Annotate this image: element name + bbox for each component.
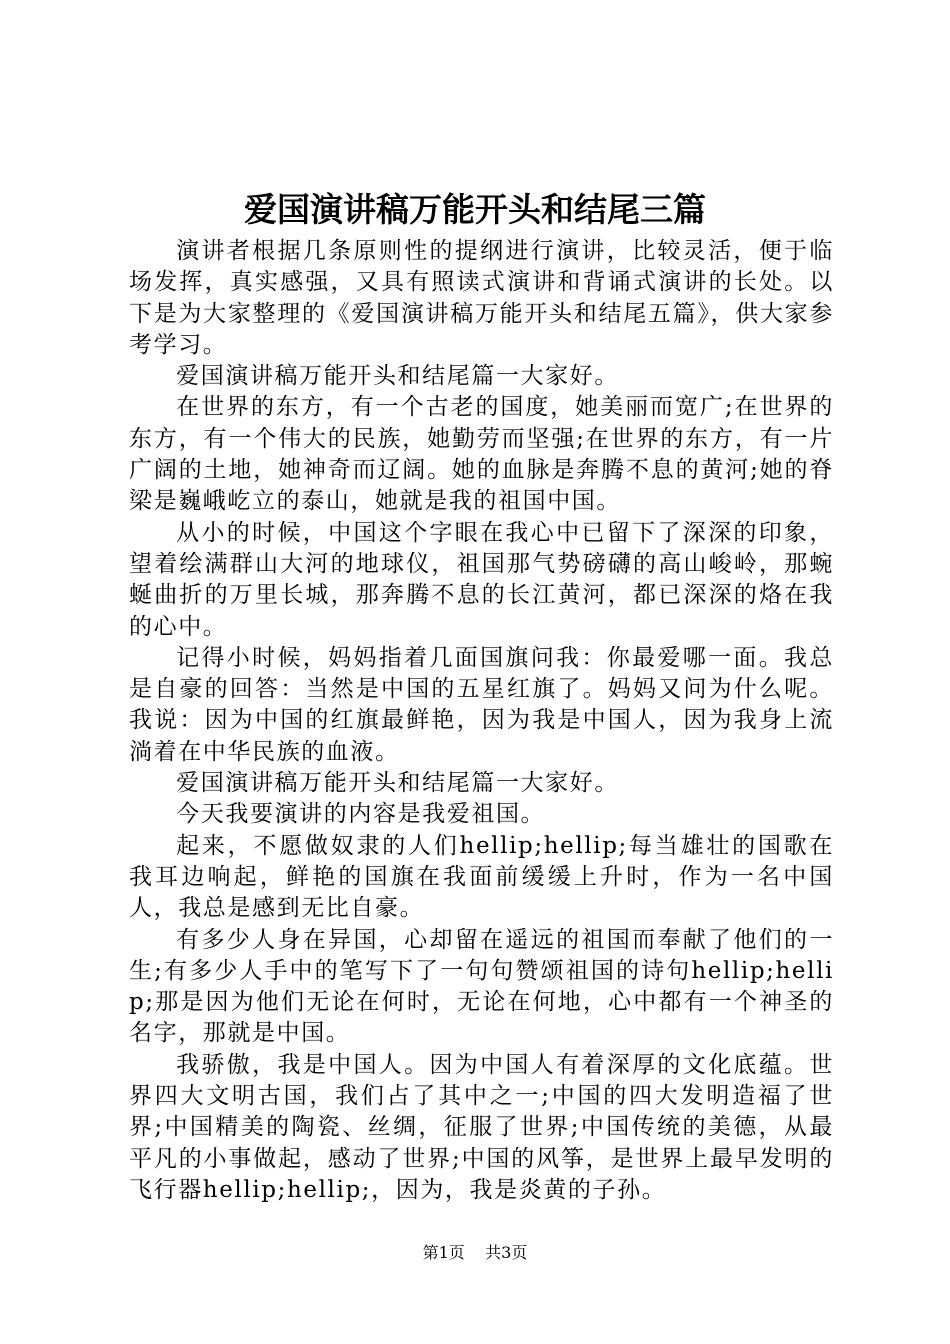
paragraph: 我骄傲，我是中国人。因为中国人有着深厚的文化底蕴。世界四大文明古国，我们占了其中之一;中国的四大发明造福了世界;中国精美的陶瓷、丝绸，征服了世界;中国传统的美德，从最平凡的小事做起，感动了世界;中国的风筝，是世界上最早发明的飞行器hellip;hellip;，因为，我是炎黄的子孙。 [129, 1051, 834, 1203]
page-number: 第1页 [422, 1243, 465, 1262]
page-total: 共3页 [485, 1243, 528, 1262]
paragraph: 起来，不愿做奴隶的人们hellip;hellip;每当雄壮的国歌在我耳边响起，鲜艳的国旗在我面前缓缓上升时，作为一名中国人，我总是感到无比自豪。 [129, 832, 834, 922]
paragraph: 记得小时候，妈妈指着几面国旗问我：你最爱哪一面。我总是自豪的回答：当然是中国的五星红旗了。妈妈又问为什么呢。我说：因为中国的红旗最鲜艳，因为我是中国人，因为我身上流淌着在中华民族的血液。 [129, 644, 834, 765]
page-gap [470, 1243, 480, 1262]
paragraph-section-heading-1: 爱国演讲稿万能开头和结尾篇一大家好。 [176, 363, 619, 390]
paragraph-intro: 演讲者根据几条原则性的提纲进行演讲，比较灵活，便于临场发挥，真实感强，又具有照读式演讲和背诵式演讲的长处。以下是为大家整理的《爱国演讲稿万能开头和结尾五篇》，供大家参考学习。 [129, 238, 834, 358]
paragraph: 在世界的东方，有一个古老的国度，她美丽而宽广;在世界的东方，有一个伟大的民族，她勤劳而坚强;在世界的东方，有一片广阔的土地，她神奇而辽阔。她的血脉是奔腾不息的黄河;她的脊梁是巍峨屹立的泰山，她就是我的祖国中国。 [129, 394, 834, 515]
paragraph-section-heading-2: 爱国演讲稿万能开头和结尾篇一大家好。 [176, 770, 619, 797]
paragraph: 从小的时候，中国这个字眼在我心中已留下了深深的印象，望着绘满群山大河的地球仪，祖国那气势磅礴的高山峻岭，那蜿蜒曲折的万里长城，那奔腾不息的长江黄河，都已深深的烙在我的心中。 [129, 519, 834, 640]
paragraph: 有多少人身在异国，心却留在遥远的祖国而奉献了他们的一生;有多少人手中的笔写下了一句句赞颂祖国的诗句hellip;hellip;那是因为他们无论在何时，无论在何地，心中都有一个神圣的名字，那就是中国。 [129, 926, 834, 1047]
document-body [129, 236, 834, 1206]
document-title: 爱国演讲稿万能开头和结尾三篇 [244, 190, 706, 229]
page-footer [0, 1242, 950, 1264]
paragraph: 今天我要演讲的内容是我爱祖国。 [176, 801, 546, 828]
